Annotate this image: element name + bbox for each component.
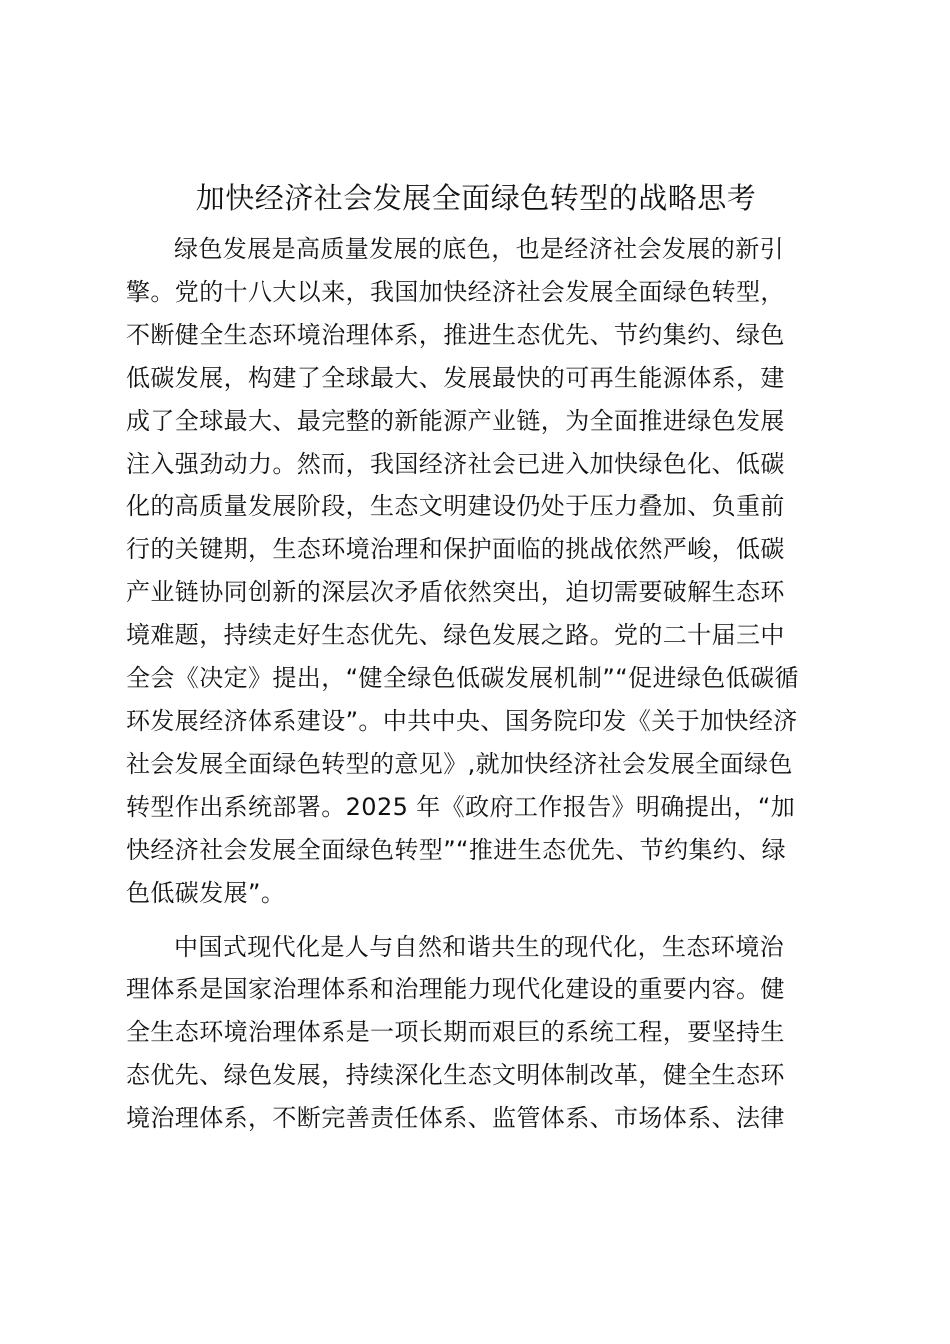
text-line: 境治理体系，不断完善责任体系、监管体系、市场体系、法律 [126, 1104, 785, 1133]
text-line: 低碳发展，构建了全球最大、发展最快的可再生能源体系，建 [126, 363, 785, 392]
document-page [126, 170, 826, 1140]
paragraph-1 [126, 228, 826, 915]
text-line: 快经济社会发展全面绿色转型”“推进生态优先、节约集约、绿 [126, 835, 787, 864]
text-line: 环发展经济体系建设”。中共中央、国务院印发《关于加快经济 [126, 706, 798, 735]
text-line: 态优先、绿色发展，持续深化生态文明体制改革，健全生态环 [126, 1061, 785, 1090]
text-line: 注入强劲动力。然而，我国经济社会已进入加快绿色化、低碳 [126, 449, 785, 478]
text-line: 化的高质量发展阶段，生态文明建设仍处于压力叠加、负重前 [126, 492, 785, 521]
text-line: 中国式现代化是人与自然和谐共生的现代化，生态环境治 [174, 932, 784, 961]
document-title: 加快经济社会发展全面绿色转型的战略思考 [195, 181, 757, 215]
text-line: 社会发展全面绿色转型的意见》,就加快经济社会发展全面绿色 [126, 749, 793, 778]
text-line: 理体系是国家治理体系和治理能力现代化建设的重要内容。健 [126, 975, 785, 1004]
text-line: 转型作出系统部署。2025 年《政府工作报告》明确提出，“加 [126, 792, 796, 821]
text-line: 全生态环境治理体系是一项长期而艰巨的系统工程，要坚持生 [126, 1018, 785, 1047]
text-line: 境难题，持续走好生态优先、绿色发展之路。党的二十届三中 [126, 621, 785, 650]
text-line: 绿色发展是高质量发展的底色，也是经济社会发展的新引 [174, 235, 784, 263]
text-line: 全会《决定》提出，“健全绿色低碳发展机制”“促进绿色低碳循 [126, 664, 799, 693]
text-line: 不断健全生态环境治理体系，推进生态优先、节约集约、绿色 [126, 320, 785, 349]
text-line: 成了全球最大、最完整的新能源产业链，为全面推进绿色发展 [126, 406, 785, 435]
paragraph-2 [126, 926, 826, 1141]
text-line: 行的关键期，生态环境治理和保护面临的挑战依然严峻，低碳 [126, 535, 785, 564]
text-line: 色低碳发展”。 [126, 878, 286, 907]
text-line: 产业链协同创新的深层次矛盾依然突出，迫切需要破解生态环 [126, 578, 785, 607]
text-line: 擎。党的十八大以来，我国加快经济社会发展全面绿色转型， [126, 277, 785, 306]
